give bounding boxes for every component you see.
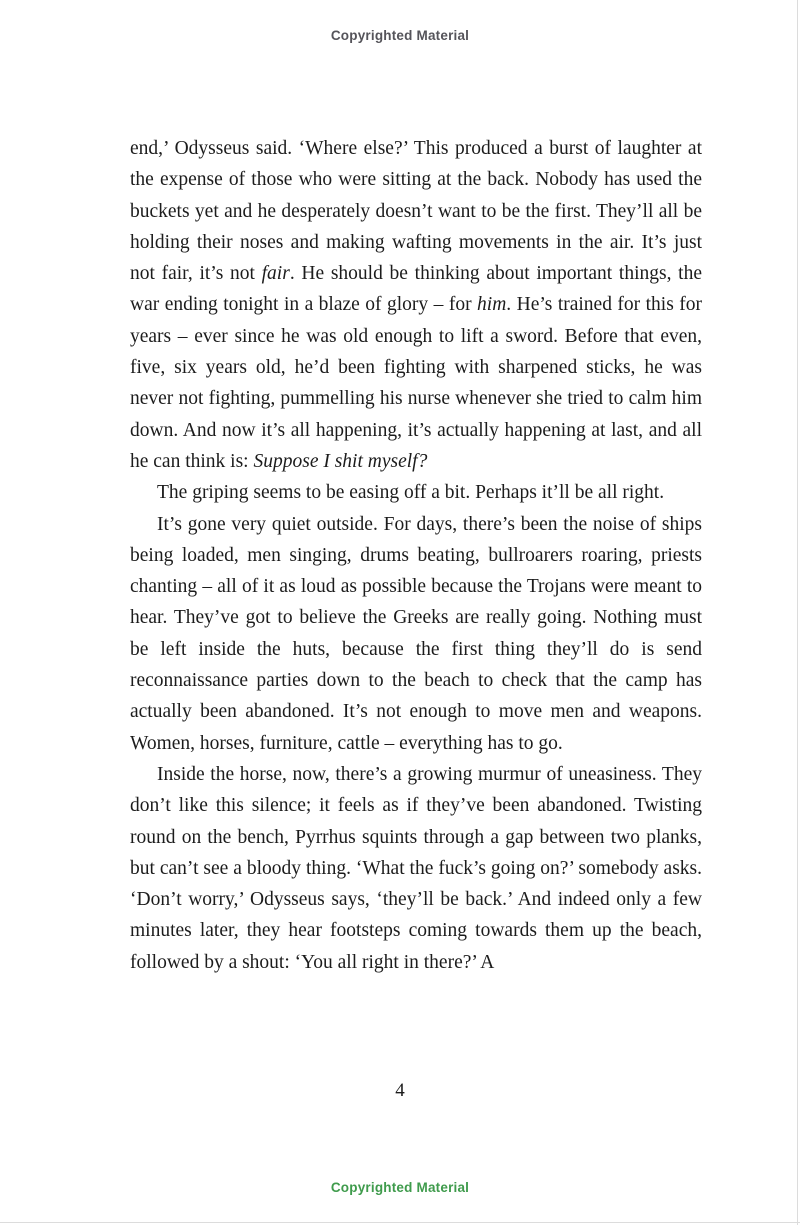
paragraph [130,477,702,508]
text-segment: The griping seems to be easing off a bit. Perhaps it’ll be all right. [157,482,665,504]
page-number: 4 [395,1080,405,1101]
italic-text-segment: Suppose I shit myself? [253,450,428,472]
page-edge-right [797,0,798,1225]
text-segment: . He should be thinking about important things, the war ending tonight in a blaze of glory – for [130,263,702,316]
text-segment: It’s gone very quiet outside. For days, there’s been the noise of ships being loaded, men singing, drums beating, bullroarers roaring, priests chanting – all of it as loud as possible because the Trojans were meant to hear. They’ve got to believe the Greeks are really going. Nothing must be left inside the huts, because the first thing they’ll do is send reconnaissance parties down to the beach to check that the camp has actually been abandoned. It’s not enough to move men and weapons. Women, horses, furniture, cattle – everything has to go. [130,513,702,754]
copyright-notice-top: Copyrighted Material [330,28,470,43]
text-segment: Inside the horse, now, there’s a growing murmur of uneasiness. They don’t like this silence; it feels as if they’ve been abandoned. Twisting round on the bench, Pyrrhus squints through a gap between two planks, but can’t see a bloody thing. ‘What the fuck’s going on?’ somebody asks. ‘Don’t worry,’ Odysseus says, ‘they’ll be back.’ And indeed only a few minutes later, they hear footsteps coming towards them up the beach, followed by a shout: ‘You all right in there?’ A [130,763,702,973]
page-edge-bottom [0,1222,800,1223]
paragraph [130,509,702,759]
text-segment: . He’s trained for this for years – ever since he was old enough to lift a sword. Before that even, five, six years old, he’d been fighting with sharpened sticks, he was never not fighting, pummelling his nurse whenever she tried to calm him down. And now it’s all happening, it’s actually happening at last, and all he can think is: [130,294,702,472]
italic-text-segment: fair [261,263,290,285]
paragraph [130,759,702,978]
body-text [130,133,702,978]
paragraph [130,133,702,477]
italic-text-segment: him [477,294,507,316]
copyright-notice-bottom: Copyrighted Material [330,1180,470,1195]
text-segment: end,’ Odysseus said. ‘Where else?’ This produced a burst of laughter at the expense of those who were sitting at the back. Nobody has used the buckets yet and he desperately doesn’t want to be the first. They’ll all be holding their noses and making wafting movements in the air. It’s just not fair, it’s not [130,138,702,285]
